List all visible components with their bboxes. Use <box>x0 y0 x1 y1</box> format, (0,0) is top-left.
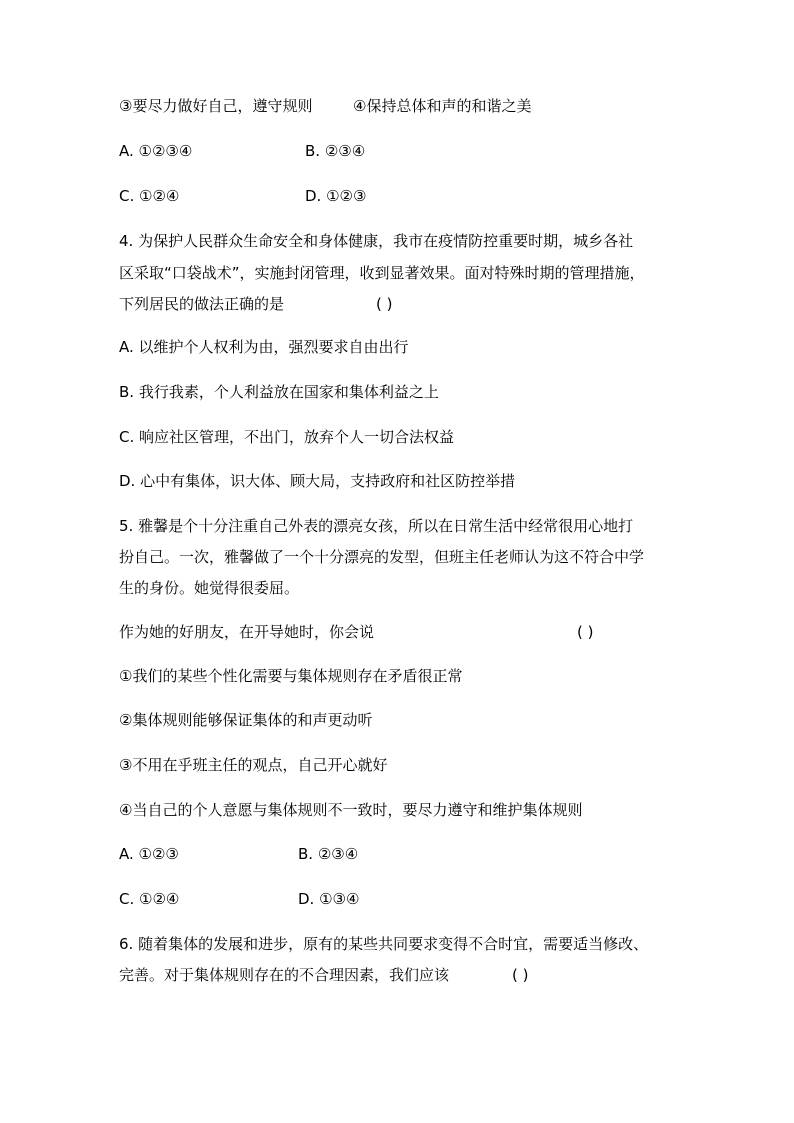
q4-option-b: B. 我行我素，个人利益放在国家和集体利益之上 <box>119 383 439 401</box>
q5-prompt: 作为她的好朋友，在开导她时，你会说 <box>119 623 375 641</box>
q4-option-a: A. 以维护个人权利为由，强烈要求自由出行 <box>119 338 409 356</box>
q5-item-3: ③不用在乎班主任的观点，自己开心就好 <box>119 756 388 774</box>
q3-item-4: ④保持总体和声的和谐之美 <box>353 97 532 115</box>
q5-option-a: A. ①②③ <box>119 845 179 863</box>
q3-option-a: A. ①②③④ <box>119 142 193 160</box>
q5-item-2: ②集体规则能够保证集体的和声更动听 <box>119 711 373 729</box>
q5-item-1: ①我们的某些个性化需要与集体规则存在矛盾很正常 <box>119 667 463 685</box>
q6-answer-blank: ( ) <box>512 966 529 984</box>
q4-stem-line-2: 区采取“口袋战术”，实施封闭管理，收到显著效果。面对特殊时期的管理措施， <box>119 264 645 282</box>
q3-option-c: C. ①②④ <box>119 187 180 205</box>
q4-option-c: C. 响应社区管理，不出门，放弃个人一切合法权益 <box>119 428 455 446</box>
q6-stem-line-1: 6. 随着集体的发展和进步，原有的某些共同要求变得不合时宜，需要适当修改、 <box>119 935 649 953</box>
q3-option-d: D. ①②③ <box>305 187 367 205</box>
q5-stem-line-3: 生的身份。她觉得很委屈。 <box>119 579 300 597</box>
q4-stem-line-1: 4. 为保护人民群众生命安全和身体健康，我市在疫情防控重要时期，城乡各社 <box>119 232 634 250</box>
q5-stem-line-1: 5. 雅馨是个十分注重自己外表的漂亮女孩，所以在日常生活中经常很用心地打 <box>119 517 634 535</box>
q4-answer-blank: ( ) <box>376 295 393 313</box>
q5-answer-blank: ( ) <box>577 623 594 641</box>
q3-option-b: B. ②③④ <box>305 142 366 160</box>
q5-option-c: C. ①②④ <box>119 890 180 908</box>
q4-stem-line-3: 下列居民的做法正确的是 <box>119 295 285 313</box>
q4-option-d: D. 心中有集体，识大体、顾大局，支持政府和社区防控举措 <box>119 472 516 490</box>
q5-option-b: B. ②③④ <box>298 845 359 863</box>
q3-item-3: ③要尽力做好自己，遵守规则 <box>119 97 313 115</box>
q6-stem-line-2: 完善。对于集体规则存在的不合理因素，我们应该 <box>119 966 450 984</box>
q5-stem-line-2: 扮自己。一次，雅馨做了一个十分漂亮的发型，但班主任老师认为这不符合中学 <box>119 548 645 566</box>
q5-option-d: D. ①③④ <box>298 890 360 908</box>
q5-item-4: ④当自己的个人意愿与集体规则不一致时，要尽力遵守和维护集体规则 <box>119 801 583 819</box>
